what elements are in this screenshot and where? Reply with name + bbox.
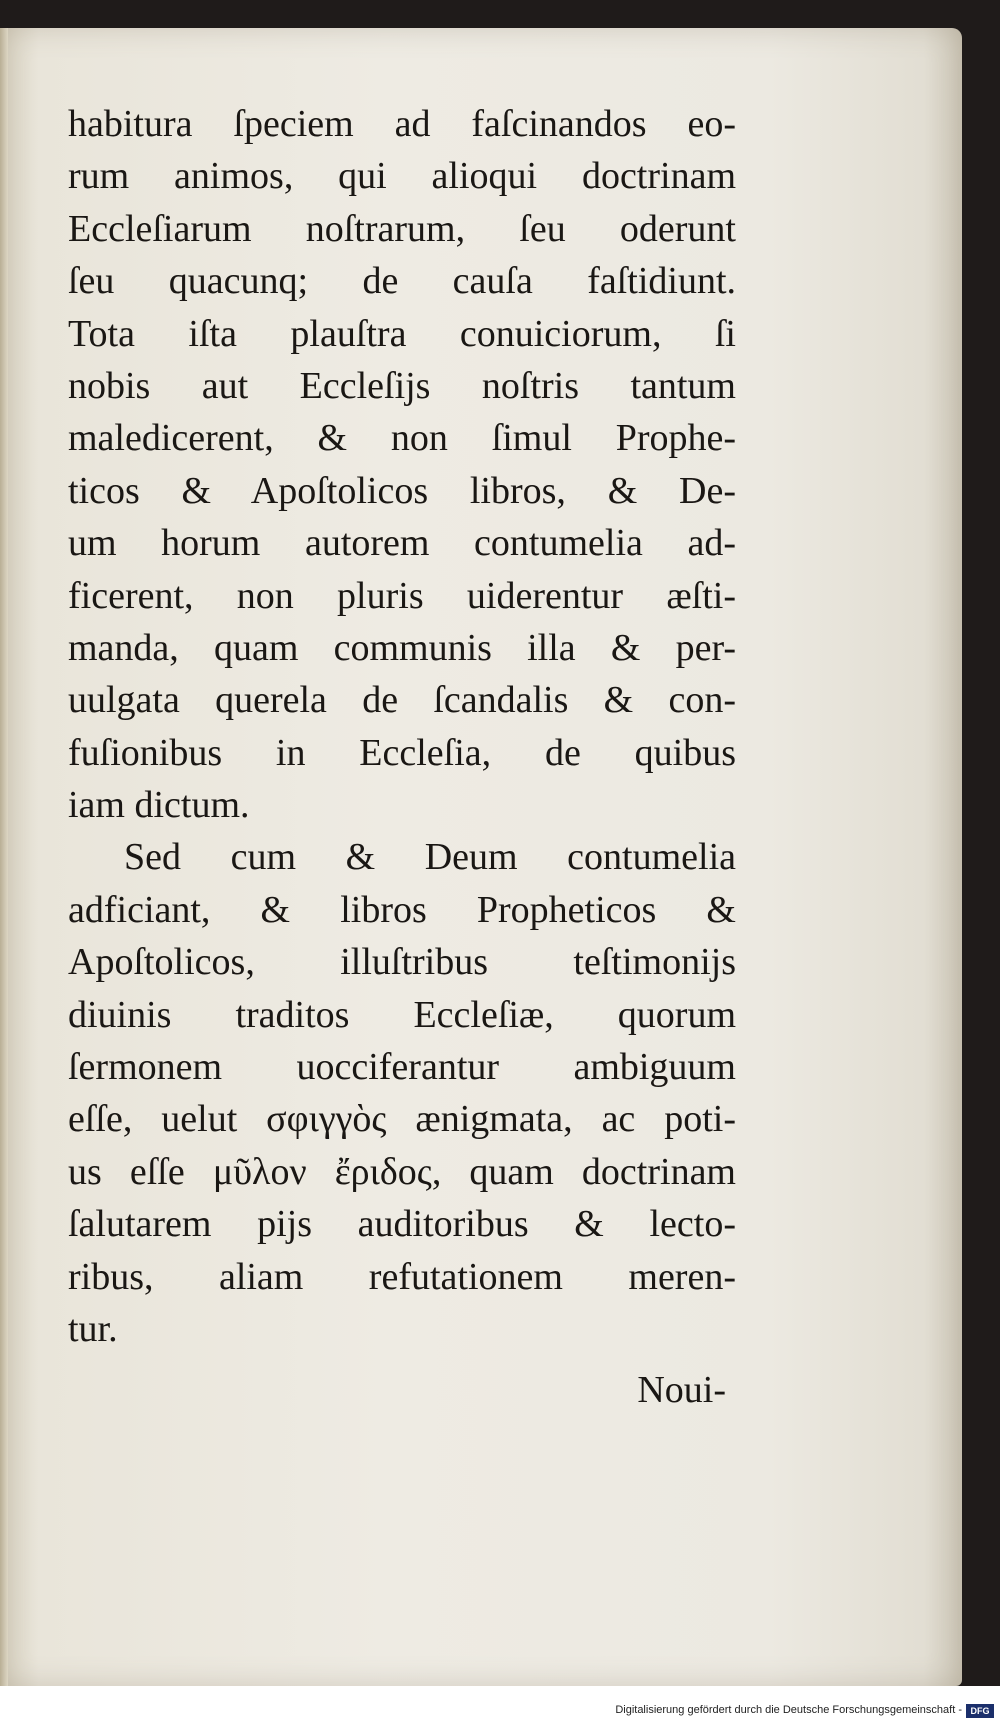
book-page (0, 28, 962, 1686)
text-line: ſalutarem pijs auditoribus & lecto- (68, 1203, 736, 1246)
text-line: manda, quam communis illa & per- (68, 626, 736, 669)
text-line: diuinis traditos Eccleſiæ, quorum (68, 993, 736, 1036)
text-line: eſſe, uelut σφιγγὸς ænigmata, ac poti- (68, 1098, 736, 1141)
text-line: nobis aut Eccleſijs noſtris tantum (68, 364, 736, 407)
text-line: rum animos, qui alioqui doctrinam (68, 155, 736, 198)
text-line: habitura ſpeciem ad faſcinandos eo- (68, 103, 736, 145)
catchword: Noui- (637, 1369, 726, 1411)
text-line: iam dictum. (68, 784, 250, 827)
text-line: uulgata querela de ſcandalis & con- (68, 679, 736, 722)
text-line: Tota iſta plauſtra conuiciorum, ſi (68, 312, 736, 355)
text-line: Sed cum & Deum contumelia (124, 836, 736, 879)
dfg-logo-icon: DFG (966, 1704, 994, 1718)
page-gutter-edge (0, 28, 8, 1686)
page-text (68, 98, 736, 1355)
text-line: ſeu quacunq; de cauſa faſtidiunt. (68, 260, 736, 303)
text-line: ticos & Apoſtolicos libros, & De- (68, 469, 736, 512)
text-line: tur. (68, 1307, 118, 1350)
text-line: Apoſtolicos, illuſtribus teſtimonijs (68, 941, 736, 984)
text-line: um horum autorem contumelia ad- (68, 522, 736, 565)
digitization-footer (0, 1686, 1000, 1730)
text-line: Eccleſiarum noſtrarum, ſeu oderunt (68, 207, 736, 250)
text-line: fuſionibus in Eccleſia, de quibus (68, 731, 736, 774)
footer-credit: Digitalisierung gefördert durch die Deutsche Forschungsgemeinschaft - (615, 1704, 962, 1716)
text-line: ſermonem uocciferantur ambiguum (68, 1046, 736, 1089)
text-line: us eſſe μῦλον ἔριδος, quam doctrinam (68, 1150, 736, 1193)
text-line: maledicerent, & non ſimul Prophe- (68, 417, 736, 460)
text-line: ficerent, non pluris uiderentur æſti- (68, 574, 736, 617)
text-line: adficiant, & libros Propheticos & (68, 888, 736, 931)
text-line: ribus, aliam refutationem meren- (68, 1255, 736, 1298)
